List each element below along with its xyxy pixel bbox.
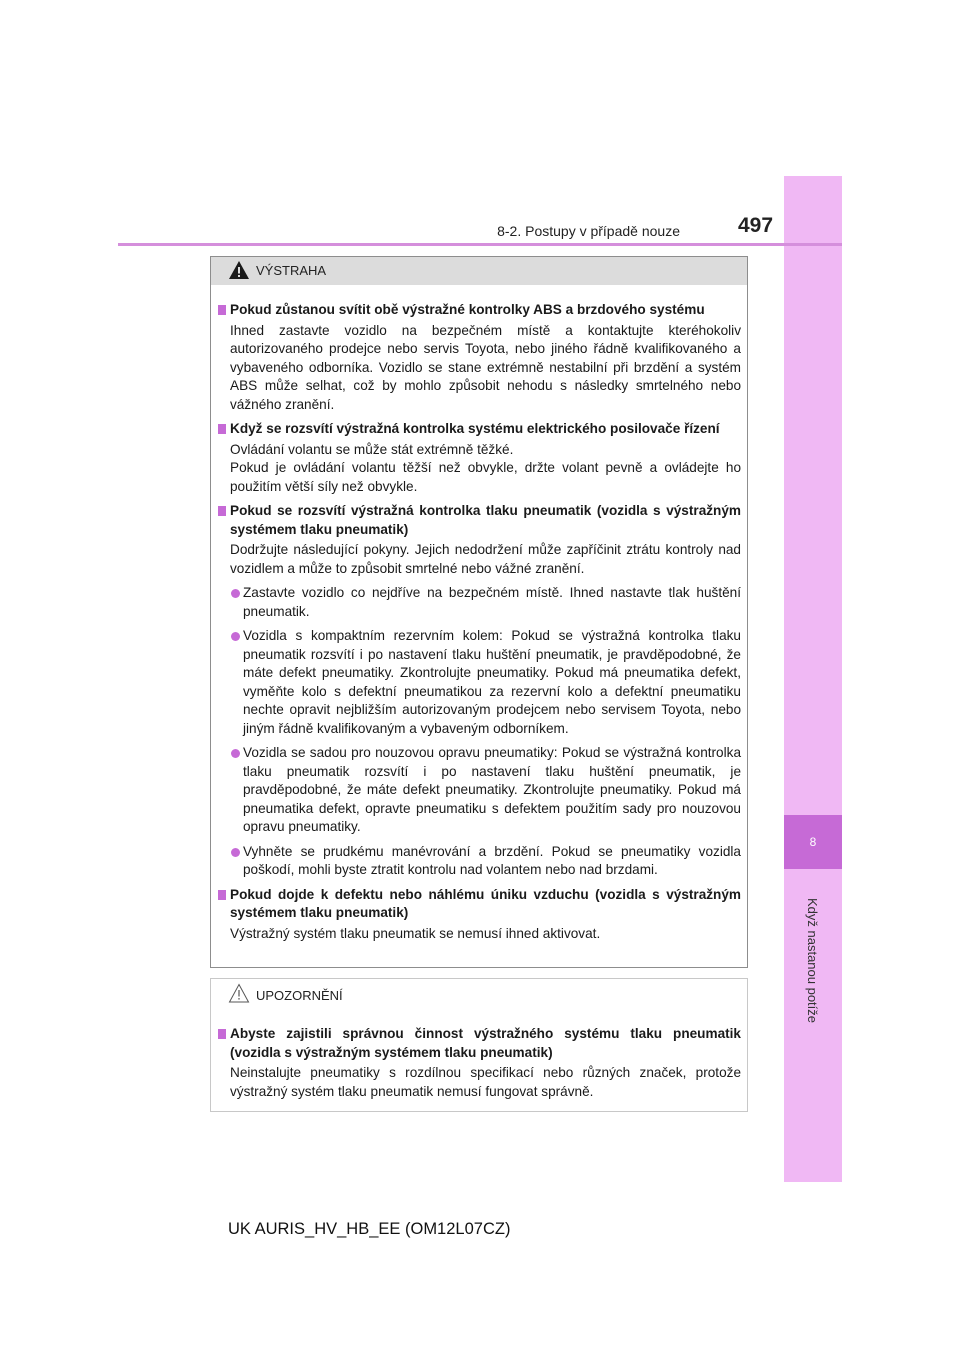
warning-item-text: Ovládání volantu se může stát extrémně těžké.: [230, 441, 514, 457]
page-number: 497: [738, 214, 774, 237]
header-divider: [118, 243, 842, 246]
warning-item-text: Výstražný systém tlaku pneumatik se nemusí ihned aktivovat.: [230, 925, 601, 941]
warning-item-text: Ihned zastavte vozidlo na bezpečném místě a kontaktujte kteréhokoliv autorizovaného prodejce nebo servis Toyota, nebo jiného řádně kvalifikovaného a vybaveného odborníka. Vozidlo se stane extrémně nestabilní při brzdění a systém ABS může selhat, což by mohlo způsobit nehodu s následky smrtelného nebo vážného zranění.: [230, 322, 741, 412]
square-bullet-icon: [218, 1029, 226, 1039]
square-bullet-icon: [218, 506, 226, 516]
model-code: UK AURIS_HV_HB_EE (OM12L07CZ): [228, 1220, 511, 1238]
square-bullet-icon: [218, 305, 226, 315]
warning-box: [210, 256, 748, 968]
warning-item-title: [218, 301, 741, 320]
warning-item-title-text: Pokud zůstanou svítit obě výstražné kontrolky ABS a brzdového systému: [230, 302, 705, 317]
caution-box: [210, 978, 748, 1112]
circle-bullet-icon: [231, 589, 240, 598]
caution-triangle-icon: [228, 983, 250, 1003]
warning-item-text: Dodržujte následující pokyny. Jejich nedodržení může zapříčinit ztrátu kontroly nad vozidlem a může to způsobit smrtelné nebo vážné zranění.: [230, 542, 741, 576]
section-title: 8-2. Postupy v případě nouze: [497, 223, 680, 239]
chapter-title: [784, 875, 842, 1045]
list-item: [218, 627, 741, 738]
warning-item-title: [218, 886, 741, 923]
list-item-text: Vozidla se sadou pro nouzovou opravu pneumatiky: Pokud se výstražná kontrolka tlaku pneumatik rozsvítí i po nastavení tlaku huštění pneumatik, je pravděpodobné, že máte defekt pneumatiky. Zkontrolujte pneumatiky. Pokud má pneumatika defekt, opravte pneumatiku s defektem použitím sady pro nouzovou opravu pneumatiky.: [243, 745, 741, 834]
warning-item-title-text: Pokud dojde k defektu nebo náhlému úniku vzduchu (vozidla s výstražným systémem tlaku pneumatik): [230, 886, 741, 920]
list-item: [218, 584, 741, 621]
warning-label: VÝSTRAHA: [256, 263, 327, 278]
warning-item-text: Pokud je ovládání volantu těžší než obvykle, držte volant pevně a ovládejte ho použitím větší síly než obvykle.: [230, 460, 741, 494]
caution-item-text: Neinstalujte pneumatiky s rozdílnou specifikací nebo různých značek, protože výstražný systém tlaku pneumatik nemusí fungovat správně.: [230, 1065, 741, 1099]
caution-item-title: [218, 1025, 741, 1062]
warning-item-title-text: Pokud se rozsvítí výstražná kontrolka tlaku pneumatik (vozidla s výstražným systémem tlaku pneumatik): [230, 503, 741, 537]
warning-triangle-icon: [228, 260, 250, 280]
square-bullet-icon: [218, 424, 226, 434]
chapter-number: 8: [784, 815, 842, 869]
warning-item-title-text: Když se rozsvítí výstražná kontrolka systému elektrického posilovače řízení: [230, 421, 720, 436]
caution-item-title-text: Abyste zajistili správnou činnost výstražného systému tlaku pneumatik (vozidla s výstražným systémem tlaku pneumatik): [230, 1026, 741, 1060]
caution-box-header: [211, 979, 747, 1007]
list-item-text: Vyhněte se prudkému manévrování a brzdění. Pokud se pneumatiky vozidla poškodí, mohli byste ztratit kontrolu nad volantem nebo nad brzdami.: [243, 843, 741, 877]
warning-item-title: [218, 420, 741, 439]
circle-bullet-icon: [231, 848, 240, 857]
circle-bullet-icon: [231, 632, 240, 641]
warning-item-title: [218, 502, 741, 539]
warning-box-body: [211, 285, 747, 953]
circle-bullet-icon: [231, 749, 240, 758]
list-item-text: Zastavte vozidlo co nejdříve na bezpečném místě. Ihned nastavte tlak huštění pneumatik.: [243, 585, 741, 619]
list-item: [218, 744, 741, 837]
caution-box-body: [211, 1007, 747, 1111]
warning-box-header: [211, 257, 747, 285]
caution-label: UPOZORNĚNÍ: [256, 988, 343, 1003]
list-item-text: Vozidla s kompaktním rezervním kolem: Pokud se výstražná kontrolka tlaku pneumatik rozsvítí i po nastavení tlaku huštění pneumatik, je pravděpodobné, že máte defekt pneumatiky. Zkontrolujte pneumatiky. Pokud má pneumatika defekt, vyměňte kolo s defektní pneumatikou za rezervní kolo a defektní pneumatiku nechte opravit nejbližším autorizovaným prodejcem nebo servisem Toyota, nebo jiným řádně kvalifikovaným a vybaveným odborníkem.: [243, 628, 741, 736]
square-bullet-icon: [218, 890, 226, 900]
chapter-title-text: Když nastanou potíže: [805, 897, 821, 1023]
list-item: [218, 843, 741, 880]
